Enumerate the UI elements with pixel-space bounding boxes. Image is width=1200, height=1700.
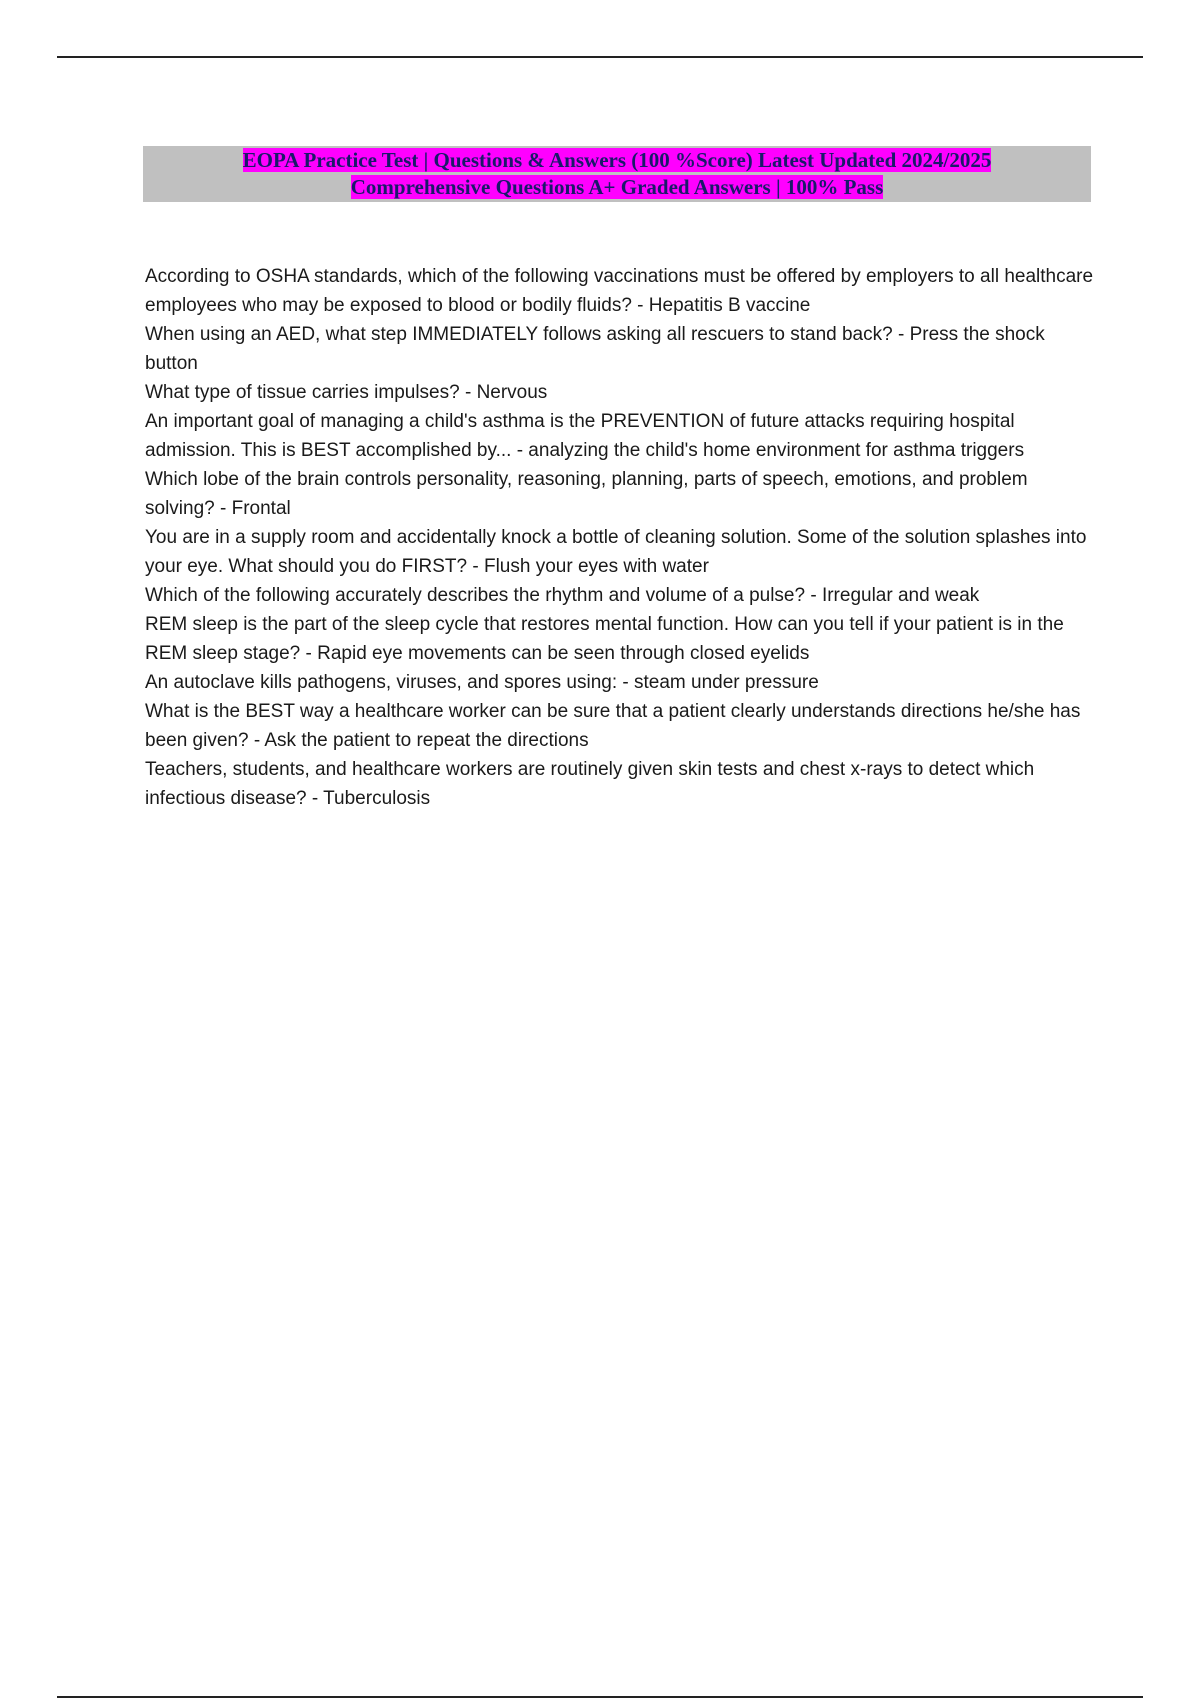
header-rule [57, 56, 1143, 58]
qa-item: When using an AED, what step IMMEDIATELY follows asking all rescuers to stand back? - Press the shock button [145, 324, 1045, 374]
title-line-2: Comprehensive Questions A+ Graded Answers | 100% Pass [350, 175, 884, 199]
qa-item: According to OSHA standards, which of the following vaccinations must be offered by employers to all healthcare employees who may be exposed to blood or bodily fluids? - Hepatitis B vaccine [145, 266, 1094, 316]
qa-item: Teachers, students, and healthcare workers are routinely given skin tests and chest x-rays to detect which infectious disease? - Tuberculosis [145, 759, 1035, 809]
document-title [143, 146, 1091, 202]
qa-item: Which of the following accurately describes the rhythm and volume of a pulse? - Irregular and weak [145, 585, 980, 606]
title-line-1: EOPA Practice Test | Questions & Answers (100 %Score) Latest Updated 2024/2025 [242, 148, 992, 172]
qa-item: You are in a supply room and accidentally knock a bottle of cleaning solution. Some of the solution splashes into your eye. What should you do FIRST? - Flush your eyes with water [145, 527, 1087, 577]
footer-rule [57, 1696, 1143, 1698]
qa-item: What type of tissue carries impulses? - Nervous [145, 382, 548, 403]
qa-item: An autoclave kills pathogens, viruses, and spores using: - steam under pressure [145, 672, 819, 693]
qa-item: What is the BEST way a healthcare worker can be sure that a patient clearly understands directions he/she has been given? - Ask the patient to repeat the directions [145, 701, 1081, 751]
qa-list [145, 262, 1095, 813]
qa-item: Which lobe of the brain controls personality, reasoning, planning, parts of speech, emotions, and problem solving? - Frontal [145, 469, 1028, 519]
qa-item: An important goal of managing a child's asthma is the PREVENTION of future attacks requiring hospital admission. This is BEST accomplished by... - analyzing the child's home environment for asthma triggers [145, 411, 1025, 461]
qa-item: REM sleep is the part of the sleep cycle that restores mental function. How can you tell if your patient is in the REM sleep stage? - Rapid eye movements can be seen through closed eyelids [145, 614, 1064, 664]
